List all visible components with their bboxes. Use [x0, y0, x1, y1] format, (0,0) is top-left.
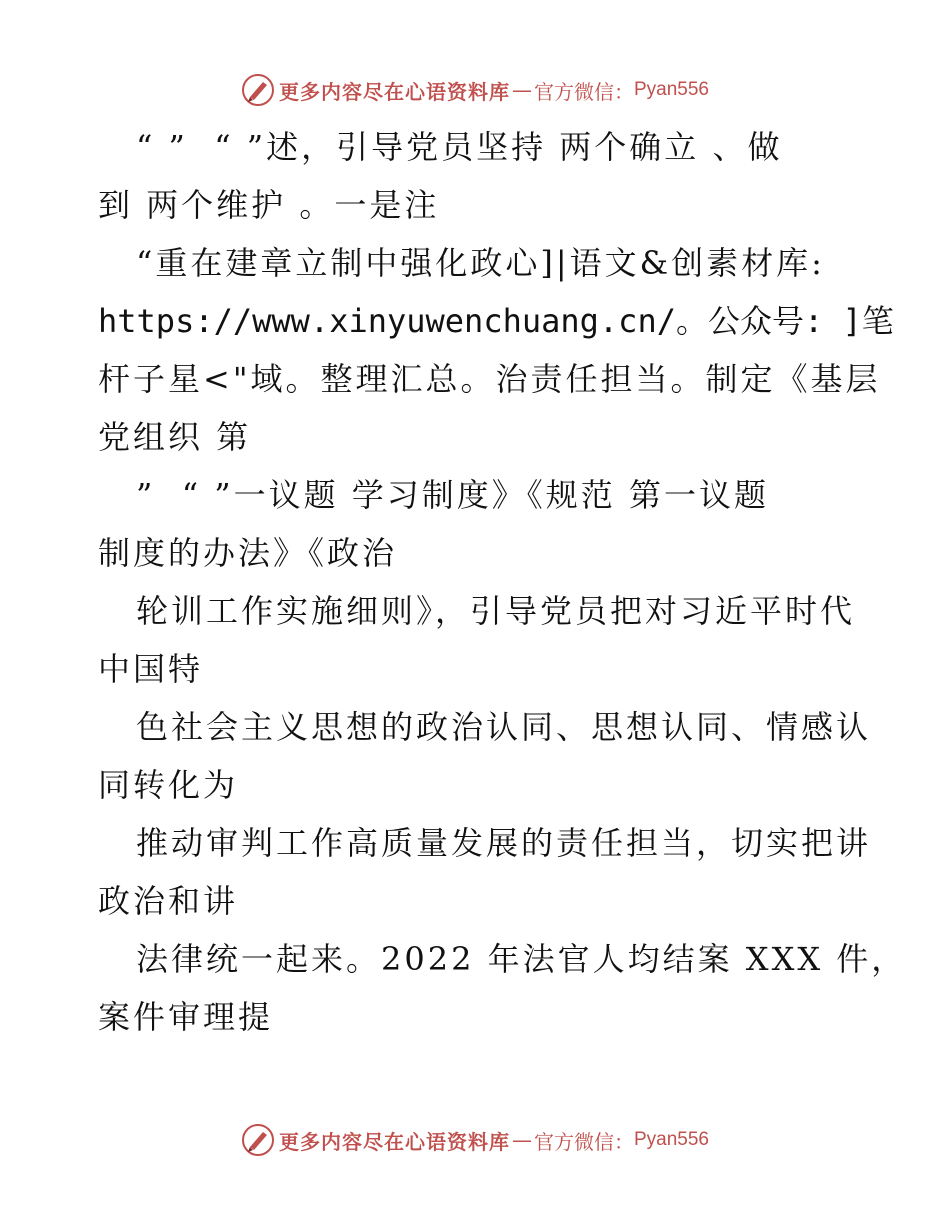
body-line: 轮训工作实施细则》，引导党员把对习近平时代 — [136, 592, 856, 630]
body-line: “ ” “ ”述，引导党员坚持 两个确立 、做 — [136, 128, 783, 166]
banner-wechat-id: Pyan556 — [633, 1129, 709, 1150]
body-line: 杆子星<"域。整理汇总。治责任担当。制定《基层 — [98, 360, 881, 398]
body-line-url: https://www.xinyuwenchuang.cn/。公众号: ]笔 — [98, 302, 894, 340]
body-line: 色社会主义思想的政治认同、思想认同、情感认 — [136, 708, 872, 746]
footer-banner — [0, 1120, 950, 1160]
body-line: 政治和讲 — [98, 882, 239, 920]
body-line: 到 两个维护 。一是注 — [98, 186, 440, 224]
banner-slogan: 更多内容尽在心语资料库 — [278, 79, 510, 104]
document-body — [98, 118, 907, 1046]
banner-official-label: 官方微信 — [533, 1129, 614, 1154]
body-line: 党组织 第 — [98, 418, 252, 456]
body-line: 法律统一起来。2022 年法官人均结案 XXX 件， — [136, 940, 907, 978]
body-line: 同转化为 — [98, 766, 239, 804]
banner-wechat-id: Pyan556 — [633, 79, 709, 100]
body-line: 推动审判工作高质量发展的责任担当，切实把讲 — [136, 824, 872, 862]
banner-separator: — — [511, 1128, 532, 1152]
body-line: ” “ ”一议题 学习制度》《规范 第一议题 — [136, 476, 769, 514]
banner-official-label: 官方微信 — [533, 79, 614, 104]
banner-colon: ： — [613, 79, 634, 104]
banner-slogan: 更多内容尽在心语资料库 — [278, 1129, 510, 1154]
banner-separator: — — [511, 78, 532, 102]
body-line: 案件审理提 — [98, 998, 274, 1036]
body-line: “重在建章立制中强化政心]|语文&创素材库: — [136, 244, 825, 282]
header-banner — [0, 70, 950, 110]
body-line: 制度的办法》《政治 — [98, 534, 398, 572]
pen-logo-icon — [241, 73, 275, 107]
body-line: 中国特 — [98, 650, 204, 688]
pen-logo-icon — [241, 1123, 275, 1157]
banner-colon: ： — [613, 1129, 634, 1154]
